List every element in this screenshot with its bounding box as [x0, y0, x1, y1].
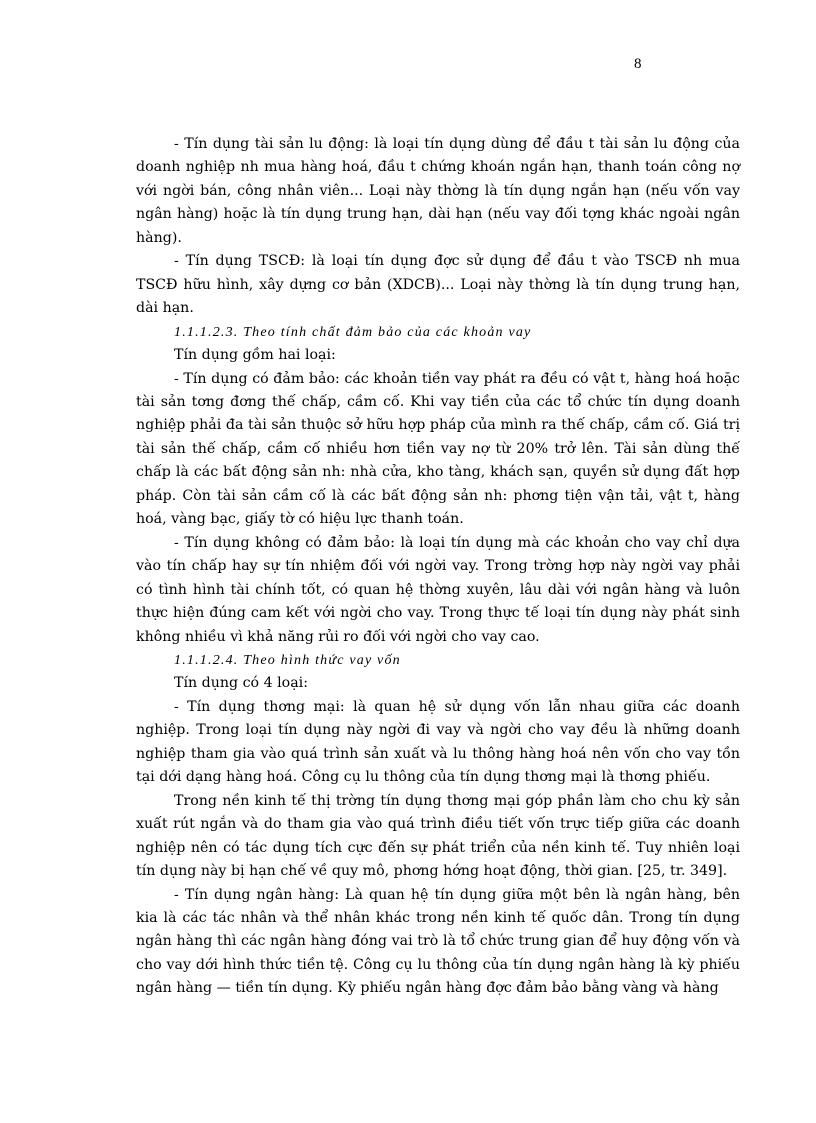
- paragraph-commercial-credit: - Tín dụng thơng mại: là quan hệ sử dụng vốn lẫn nhau giữa các doanh nghiệp. Trong loại tín dụng này ngời đi vay và ngời cho vay đều là những doanh nghiệp tham gia vào quá trình sản xuất và lu thông hàng hoá nên vốn cho vay tồn tại dới dạng hàng hoá. Công cụ lu thông của tín dụng thơng mại là thơng phiếu.: [136, 698, 740, 786]
- paragraph-market-economy: Trong nền kinh tế thị trờng tín dụng thơng mại góp phần làm cho chu kỳ sản xuất rút ngắn và do tham gia vào quá trình điều tiết vốn trực tiếp giữa các doanh nghiệp nên có tác dụng tích cực đến sự phát triển của nền kinh tế. Tuy nhiên loại tín dụng này bị hạn chế về quy mô, phơng hớng hoạt động, thời gian. [25, tr. 349].: [136, 792, 740, 880]
- paragraph-four-types: Tín dụng có 4 loại:: [174, 675, 308, 692]
- section-heading-collateral: 1.1.1.2.3. Theo tính chất đảm bảo của các khoản vay: [174, 324, 532, 340]
- body-text: [136, 133, 740, 1001]
- paragraph-bank-credit: - Tín dụng ngân hàng: Là quan hệ tín dụng giữa một bên là ngân hàng, bên kia là các tác nhân và thể nhân khác trong nền kinh tế quốc dân. Trong tín dụng ngân hàng thì các ngân hàng đóng vai trò là tổ chức trung gian để huy động vốn và cho vay dới hình thức tiền tệ. Công cụ lu thông của tín dụng ngân hàng là kỳ phiếu ngân hàng — tiền tín dụng. Kỳ phiếu ngân hàng đợc đảm bảo bằng vàng và hàng: [136, 886, 740, 997]
- paragraph-fixed-asset-credit: - Tín dụng TSCĐ: là loại tín dụng đợc sử dụng để đầu t vào TSCĐ nh mua TSCĐ hữu hình, xây dựng cơ bản (XDCB)... Loại này thờng là tín dụng trung hạn, dài hạn.: [136, 253, 740, 317]
- paragraph-two-types: Tín dụng gồm hai loại:: [174, 347, 336, 364]
- page-number: 8: [634, 56, 642, 72]
- paragraph-unsecured-credit: - Tín dụng không có đảm bảo: là loại tín dụng mà các khoản cho vay chỉ dựa vào tín chấp hay sự tín nhiệm đối với ngời vay. Trong trờng hợp này ngời vay phải có tình hình tài chính tốt, có quan hệ thờng xuyên, lâu dài với ngân hàng và luôn thực hiện đúng cam kết với ngời cho vay. Trong thực tế loại tín dụng này phát sinh không nhiều vì khả năng rủi ro đối với ngời cho vay cao.: [136, 534, 740, 645]
- section-heading-loan-form: 1.1.1.2.4. Theo hình thức vay vốn: [174, 652, 401, 668]
- paragraph-working-capital-credit: - Tín dụng tài sản lu động: là loại tín dụng dùng để đầu t tài sản lu động của doanh nghiệp nh mua hàng hoá, đầu t chứng khoán ngắn hạn, thanh toán công nợ với ngời bán, công nhân viên... Loại này thờng là tín dụng ngắn hạn (nếu vốn vay ngân hàng) hoặc là tín dụng trung hạn, dài hạn (nếu vay đối tợng khác ngoài ngân hàng).: [136, 136, 740, 246]
- paragraph-secured-credit: - Tín dụng có đảm bảo: các khoản tiền vay phát ra đều có vật t, hàng hoá hoặc tài sản tơng đơng thế chấp, cầm cố. Khi vay tiền của các tổ chức tín dụng doanh nghiệp phải đa tài sản thuộc sở hữu hợp pháp của mình ra thế chấp, cầm cố. Giá trị tài sản thế chấp, cầm cố nhiều hơn tiền vay nợ từ 20% trở lên. Tài sản dùng thế chấp là các bất động sản nh: nhà cửa, kho tàng, khách sạn, quyền sử dụng đất hợp pháp. Còn tài sản cầm cố là các bất động sản nh: phơng tiện vận tải, vật t, hàng hoá, vàng bạc, giấy tờ có hiệu lực thanh toán.: [136, 370, 740, 528]
